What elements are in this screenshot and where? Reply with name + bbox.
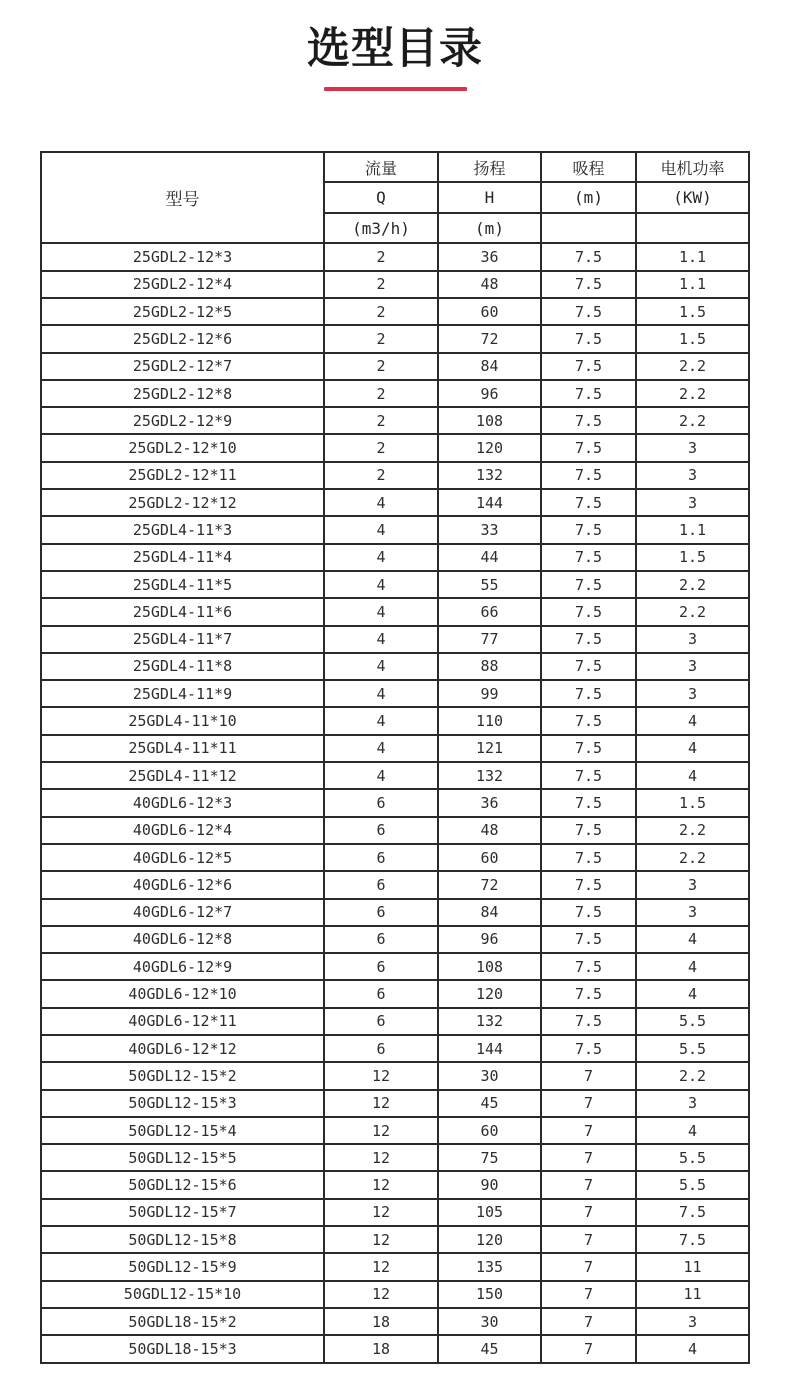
head-cell: 60 <box>438 1117 541 1144</box>
table-row <box>41 980 749 1007</box>
head-cell: 99 <box>438 680 541 707</box>
table-row <box>41 789 749 816</box>
header-power-unit: (KW) <box>636 182 749 213</box>
flow-cell: 12 <box>324 1144 438 1171</box>
suction-cell: 7 <box>541 1144 636 1171</box>
power-cell: 4 <box>636 953 749 980</box>
pump-selection-table <box>40 151 750 1364</box>
power-cell: 7.5 <box>636 1199 749 1226</box>
suction-cell: 7.5 <box>541 953 636 980</box>
flow-cell: 12 <box>324 1062 438 1089</box>
suction-cell: 7.5 <box>541 489 636 516</box>
flow-cell: 12 <box>324 1281 438 1308</box>
table-body <box>41 243 749 1362</box>
suction-cell: 7.5 <box>541 298 636 325</box>
flow-cell: 4 <box>324 653 438 680</box>
suction-cell: 7.5 <box>541 871 636 898</box>
suction-cell: 7.5 <box>541 407 636 434</box>
head-cell: 120 <box>438 1226 541 1253</box>
model-cell: 25GDL2-12*7 <box>41 353 324 380</box>
suction-cell: 7 <box>541 1062 636 1089</box>
model-cell: 25GDL2-12*12 <box>41 489 324 516</box>
suction-cell: 7 <box>541 1226 636 1253</box>
model-cell: 40GDL6-12*3 <box>41 789 324 816</box>
suction-cell: 7.5 <box>541 462 636 489</box>
head-cell: 72 <box>438 325 541 352</box>
table-row <box>41 1144 749 1171</box>
table-row <box>41 1008 749 1035</box>
header-suction: 吸程 <box>541 152 636 183</box>
table-row <box>41 516 749 543</box>
page-title: 选型目录 <box>307 24 483 74</box>
flow-cell: 6 <box>324 953 438 980</box>
suction-cell: 7.5 <box>541 789 636 816</box>
table-row <box>41 462 749 489</box>
flow-cell: 12 <box>324 1253 438 1280</box>
table-row <box>41 735 749 762</box>
power-cell: 3 <box>636 462 749 489</box>
power-cell: 1.5 <box>636 298 749 325</box>
head-cell: 45 <box>438 1335 541 1362</box>
flow-cell: 12 <box>324 1171 438 1198</box>
table-row <box>41 243 749 270</box>
head-cell: 96 <box>438 926 541 953</box>
head-cell: 110 <box>438 707 541 734</box>
power-cell: 2.2 <box>636 844 749 871</box>
power-cell: 3 <box>636 489 749 516</box>
power-cell: 3 <box>636 871 749 898</box>
power-cell: 5.5 <box>636 1144 749 1171</box>
model-cell: 25GDL4-11*5 <box>41 571 324 598</box>
table-row <box>41 1253 749 1280</box>
table-header <box>41 152 749 244</box>
power-cell: 3 <box>636 680 749 707</box>
head-cell: 33 <box>438 516 541 543</box>
suction-cell: 7 <box>541 1199 636 1226</box>
head-cell: 44 <box>438 544 541 571</box>
suction-cell: 7.5 <box>541 817 636 844</box>
head-cell: 75 <box>438 1144 541 1171</box>
suction-cell: 7.5 <box>541 680 636 707</box>
power-cell: 4 <box>636 707 749 734</box>
model-cell: 50GDL12-15*8 <box>41 1226 324 1253</box>
flow-cell: 6 <box>324 817 438 844</box>
flow-cell: 12 <box>324 1199 438 1226</box>
suction-cell: 7.5 <box>541 735 636 762</box>
suction-cell: 7 <box>541 1171 636 1198</box>
flow-cell: 6 <box>324 980 438 1007</box>
power-cell: 5.5 <box>636 1171 749 1198</box>
suction-cell: 7 <box>541 1308 636 1335</box>
table-row <box>41 926 749 953</box>
table-row <box>41 953 749 980</box>
power-cell: 3 <box>636 434 749 461</box>
power-cell: 5.5 <box>636 1035 749 1062</box>
suction-cell: 7 <box>541 1253 636 1280</box>
power-cell: 4 <box>636 1335 749 1362</box>
flow-cell: 4 <box>324 762 438 789</box>
power-cell: 2.2 <box>636 817 749 844</box>
table-row <box>41 489 749 516</box>
model-cell: 40GDL6-12*9 <box>41 953 324 980</box>
head-cell: 30 <box>438 1308 541 1335</box>
flow-cell: 4 <box>324 680 438 707</box>
model-cell: 50GDL18-15*2 <box>41 1308 324 1335</box>
model-cell: 40GDL6-12*7 <box>41 899 324 926</box>
head-cell: 36 <box>438 789 541 816</box>
power-cell: 2.2 <box>636 380 749 407</box>
table-row <box>41 434 749 461</box>
suction-cell: 7.5 <box>541 571 636 598</box>
power-cell: 4 <box>636 735 749 762</box>
model-cell: 25GDL4-11*11 <box>41 735 324 762</box>
head-cell: 55 <box>438 571 541 598</box>
table-row <box>41 271 749 298</box>
model-cell: 50GDL18-15*3 <box>41 1335 324 1362</box>
power-cell: 4 <box>636 926 749 953</box>
suction-cell: 7.5 <box>541 434 636 461</box>
power-cell: 3 <box>636 1090 749 1117</box>
power-cell: 3 <box>636 899 749 926</box>
flow-cell: 2 <box>324 271 438 298</box>
head-cell: 135 <box>438 1253 541 1280</box>
flow-cell: 2 <box>324 380 438 407</box>
header-head-symbol: H <box>438 182 541 213</box>
table-row <box>41 380 749 407</box>
head-cell: 144 <box>438 489 541 516</box>
head-cell: 84 <box>438 353 541 380</box>
model-cell: 25GDL4-11*10 <box>41 707 324 734</box>
power-cell: 1.1 <box>636 271 749 298</box>
header-power-blank <box>636 213 749 244</box>
model-cell: 25GDL4-11*3 <box>41 516 324 543</box>
power-cell: 5.5 <box>636 1008 749 1035</box>
power-cell: 4 <box>636 1117 749 1144</box>
model-cell: 50GDL12-15*6 <box>41 1171 324 1198</box>
head-cell: 48 <box>438 271 541 298</box>
table-row <box>41 1281 749 1308</box>
table-row <box>41 707 749 734</box>
head-cell: 120 <box>438 980 541 1007</box>
table-row <box>41 1171 749 1198</box>
head-cell: 48 <box>438 817 541 844</box>
flow-cell: 6 <box>324 789 438 816</box>
table-row <box>41 1199 749 1226</box>
power-cell: 4 <box>636 762 749 789</box>
power-cell: 2.2 <box>636 598 749 625</box>
flow-cell: 2 <box>324 434 438 461</box>
model-cell: 25GDL2-12*11 <box>41 462 324 489</box>
suction-cell: 7.5 <box>541 353 636 380</box>
table-row <box>41 598 749 625</box>
head-cell: 150 <box>438 1281 541 1308</box>
header-model: 型号 <box>41 152 324 244</box>
table-row <box>41 1090 749 1117</box>
head-cell: 90 <box>438 1171 541 1198</box>
model-cell: 25GDL4-11*7 <box>41 626 324 653</box>
head-cell: 144 <box>438 1035 541 1062</box>
head-cell: 108 <box>438 407 541 434</box>
table-row <box>41 871 749 898</box>
table-row <box>41 653 749 680</box>
model-cell: 25GDL4-11*8 <box>41 653 324 680</box>
head-cell: 88 <box>438 653 541 680</box>
flow-cell: 6 <box>324 1035 438 1062</box>
suction-cell: 7.5 <box>541 980 636 1007</box>
table-row <box>41 1335 749 1362</box>
flow-cell: 18 <box>324 1335 438 1362</box>
head-cell: 120 <box>438 434 541 461</box>
power-cell: 2.2 <box>636 353 749 380</box>
table-row <box>41 680 749 707</box>
header-motor-power: 电机功率 <box>636 152 749 183</box>
model-cell: 40GDL6-12*5 <box>41 844 324 871</box>
suction-cell: 7.5 <box>541 325 636 352</box>
head-cell: 30 <box>438 1062 541 1089</box>
power-cell: 3 <box>636 1308 749 1335</box>
model-cell: 50GDL12-15*4 <box>41 1117 324 1144</box>
flow-cell: 4 <box>324 735 438 762</box>
model-cell: 25GDL2-12*9 <box>41 407 324 434</box>
model-cell: 25GDL2-12*10 <box>41 434 324 461</box>
model-cell: 50GDL12-15*9 <box>41 1253 324 1280</box>
model-cell: 25GDL4-11*6 <box>41 598 324 625</box>
power-cell: 11 <box>636 1281 749 1308</box>
head-cell: 84 <box>438 899 541 926</box>
flow-cell: 6 <box>324 899 438 926</box>
suction-cell: 7 <box>541 1281 636 1308</box>
head-cell: 60 <box>438 298 541 325</box>
table-row <box>41 1062 749 1089</box>
header-suction-unit: (m) <box>541 182 636 213</box>
flow-cell: 4 <box>324 489 438 516</box>
table-row <box>41 899 749 926</box>
flow-cell: 2 <box>324 298 438 325</box>
header-flow-symbol: Q <box>324 182 438 213</box>
suction-cell: 7.5 <box>541 271 636 298</box>
header-row-1 <box>41 152 749 183</box>
model-cell: 25GDL2-12*8 <box>41 380 324 407</box>
table-row <box>41 325 749 352</box>
suction-cell: 7.5 <box>541 516 636 543</box>
power-cell: 3 <box>636 653 749 680</box>
power-cell: 7.5 <box>636 1226 749 1253</box>
flow-cell: 4 <box>324 571 438 598</box>
power-cell: 1.5 <box>636 789 749 816</box>
power-cell: 2.2 <box>636 407 749 434</box>
table-row <box>41 626 749 653</box>
flow-cell: 6 <box>324 926 438 953</box>
head-cell: 77 <box>438 626 541 653</box>
head-cell: 66 <box>438 598 541 625</box>
table-row <box>41 1226 749 1253</box>
model-cell: 40GDL6-12*4 <box>41 817 324 844</box>
model-cell: 25GDL2-12*5 <box>41 298 324 325</box>
table-row <box>41 1117 749 1144</box>
head-cell: 60 <box>438 844 541 871</box>
model-cell: 25GDL4-11*4 <box>41 544 324 571</box>
flow-cell: 2 <box>324 462 438 489</box>
suction-cell: 7.5 <box>541 380 636 407</box>
suction-cell: 7.5 <box>541 653 636 680</box>
suction-cell: 7 <box>541 1335 636 1362</box>
model-cell: 25GDL2-12*3 <box>41 243 324 270</box>
head-cell: 72 <box>438 871 541 898</box>
flow-cell: 4 <box>324 598 438 625</box>
suction-cell: 7.5 <box>541 762 636 789</box>
suction-cell: 7 <box>541 1090 636 1117</box>
table-row <box>41 571 749 598</box>
model-cell: 40GDL6-12*11 <box>41 1008 324 1035</box>
table-row <box>41 544 749 571</box>
power-cell: 2.2 <box>636 571 749 598</box>
power-cell: 1.5 <box>636 544 749 571</box>
suction-cell: 7.5 <box>541 1008 636 1035</box>
suction-cell: 7.5 <box>541 598 636 625</box>
model-cell: 50GDL12-15*10 <box>41 1281 324 1308</box>
flow-cell: 4 <box>324 544 438 571</box>
model-cell: 50GDL12-15*7 <box>41 1199 324 1226</box>
model-cell: 50GDL12-15*2 <box>41 1062 324 1089</box>
model-cell: 40GDL6-12*8 <box>41 926 324 953</box>
head-cell: 132 <box>438 762 541 789</box>
table-row <box>41 298 749 325</box>
suction-cell: 7.5 <box>541 707 636 734</box>
flow-cell: 4 <box>324 707 438 734</box>
header-head: 扬程 <box>438 152 541 183</box>
flow-cell: 6 <box>324 1008 438 1035</box>
flow-cell: 12 <box>324 1117 438 1144</box>
head-cell: 45 <box>438 1090 541 1117</box>
flow-cell: 6 <box>324 844 438 871</box>
flow-cell: 4 <box>324 516 438 543</box>
power-cell: 4 <box>636 980 749 1007</box>
flow-cell: 18 <box>324 1308 438 1335</box>
power-cell: 2.2 <box>636 1062 749 1089</box>
suction-cell: 7.5 <box>541 243 636 270</box>
header-head-unit: (m) <box>438 213 541 244</box>
head-cell: 105 <box>438 1199 541 1226</box>
power-cell: 3 <box>636 626 749 653</box>
table-row <box>41 353 749 380</box>
head-cell: 108 <box>438 953 541 980</box>
header-flow: 流量 <box>324 152 438 183</box>
header-suction-blank <box>541 213 636 244</box>
table-row <box>41 407 749 434</box>
head-cell: 132 <box>438 1008 541 1035</box>
model-cell: 25GDL2-12*6 <box>41 325 324 352</box>
table-row <box>41 1308 749 1335</box>
model-cell: 40GDL6-12*6 <box>41 871 324 898</box>
head-cell: 121 <box>438 735 541 762</box>
model-cell: 25GDL4-11*12 <box>41 762 324 789</box>
suction-cell: 7.5 <box>541 926 636 953</box>
flow-cell: 2 <box>324 243 438 270</box>
flow-cell: 2 <box>324 353 438 380</box>
power-cell: 1.1 <box>636 243 749 270</box>
head-cell: 96 <box>438 380 541 407</box>
flow-cell: 2 <box>324 407 438 434</box>
header-flow-unit: (m3/h) <box>324 213 438 244</box>
head-cell: 132 <box>438 462 541 489</box>
suction-cell: 7.5 <box>541 844 636 871</box>
model-cell: 40GDL6-12*10 <box>41 980 324 1007</box>
suction-cell: 7 <box>541 1117 636 1144</box>
suction-cell: 7.5 <box>541 544 636 571</box>
flow-cell: 4 <box>324 626 438 653</box>
suction-cell: 7.5 <box>541 626 636 653</box>
table-row <box>41 844 749 871</box>
flow-cell: 2 <box>324 325 438 352</box>
model-cell: 25GDL2-12*4 <box>41 271 324 298</box>
model-cell: 40GDL6-12*12 <box>41 1035 324 1062</box>
power-cell: 1.5 <box>636 325 749 352</box>
title-underline-bar <box>324 87 467 91</box>
model-cell: 50GDL12-15*5 <box>41 1144 324 1171</box>
flow-cell: 12 <box>324 1090 438 1117</box>
suction-cell: 7.5 <box>541 899 636 926</box>
head-cell: 36 <box>438 243 541 270</box>
model-cell: 50GDL12-15*3 <box>41 1090 324 1117</box>
table-row <box>41 1035 749 1062</box>
power-cell: 1.1 <box>636 516 749 543</box>
suction-cell: 7.5 <box>541 1035 636 1062</box>
power-cell: 11 <box>636 1253 749 1280</box>
table-row <box>41 762 749 789</box>
table-row <box>41 817 749 844</box>
model-cell: 25GDL4-11*9 <box>41 680 324 707</box>
flow-cell: 12 <box>324 1226 438 1253</box>
flow-cell: 6 <box>324 871 438 898</box>
